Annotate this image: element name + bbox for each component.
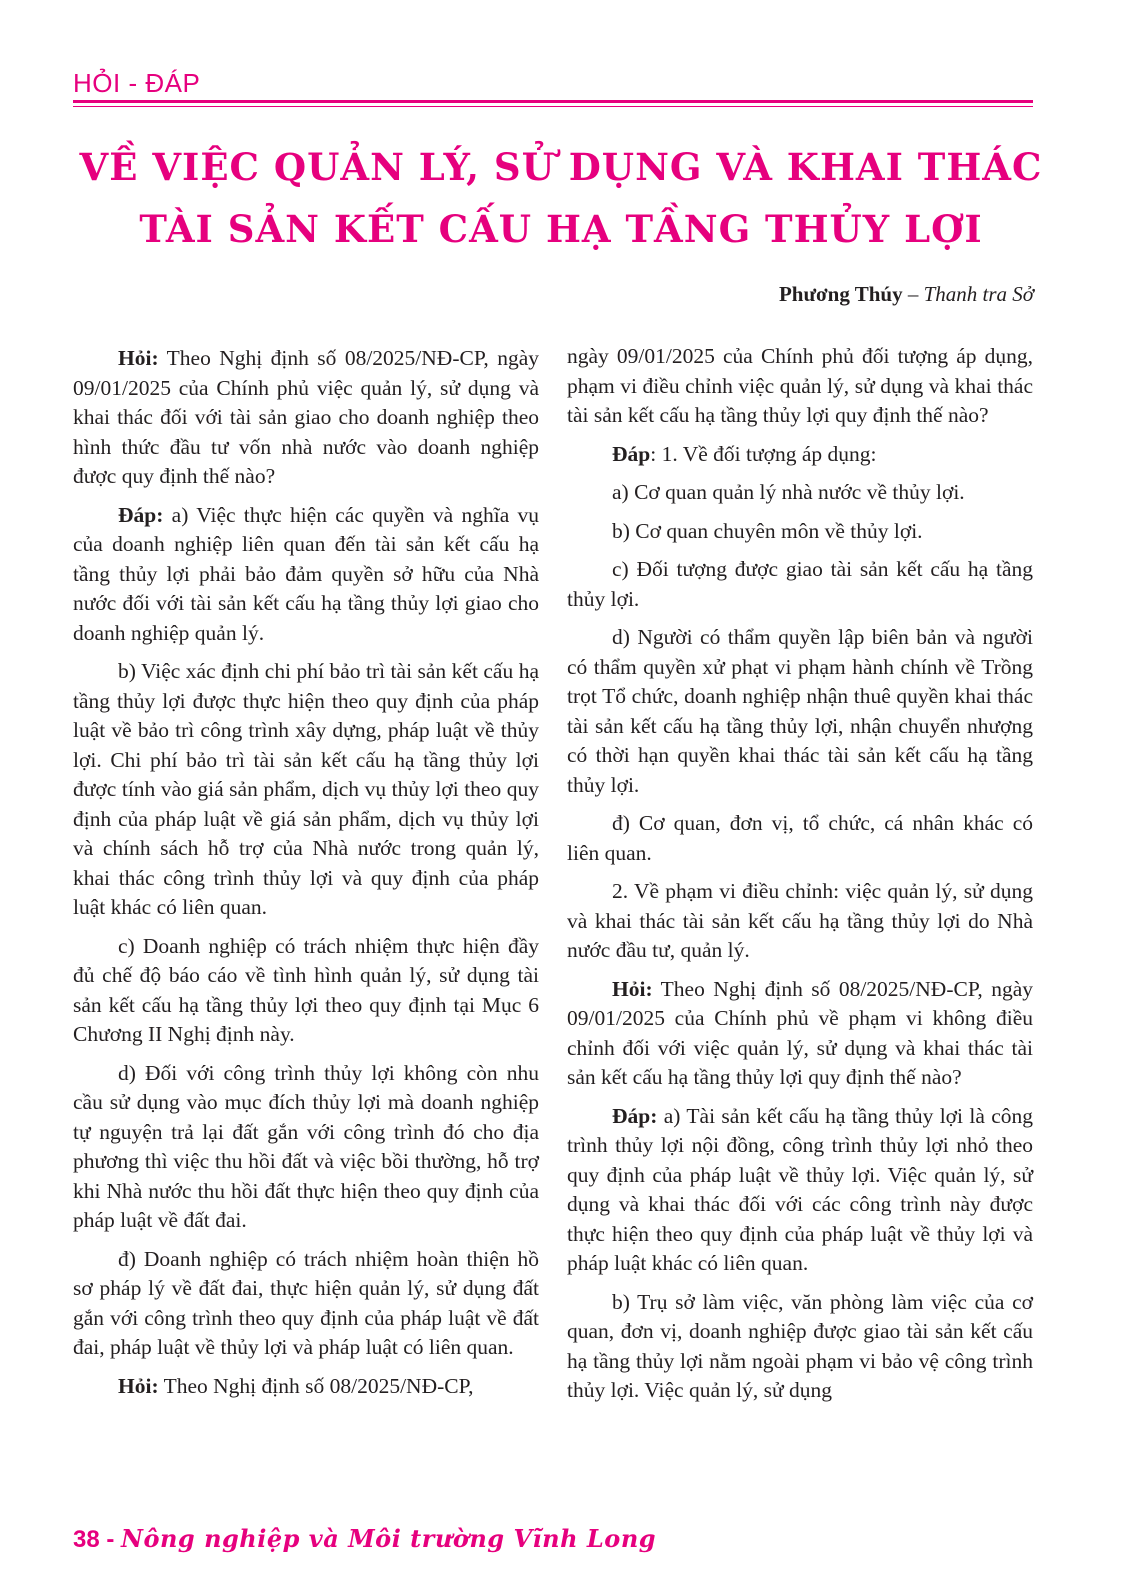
page-number: 38 - — [73, 1526, 122, 1553]
paragraph — [567, 555, 1033, 614]
paragraph-text: b) Cơ quan chuyên môn về thủy lợi. — [612, 518, 923, 543]
article-title — [40, 136, 1082, 260]
paragraph-label: Đáp: — [612, 1103, 658, 1128]
paragraph-text: Theo Nghị định số 08/2025/NĐ-CP, ngày 09/01/2025 của Chính phủ việc quản lý, sử dụng và khai thác đối với tài sản giao cho doanh nghiệp theo hình thức đầu tư vốn nhà nước vào doanh nghiệp được quy định thế nào? — [73, 346, 539, 488]
title-line-2: TÀI SẢN KẾT CẤU HẠ TẦNG THỦY LỢI — [139, 207, 983, 251]
paragraph-text: a) Việc thực hiện các quyền và nghĩa vụ của doanh nghiệp liên quan đến tài sản kết cấu hạ tầng thủy lợi phải bảo đảm quyền sở hữu của Nhà nước đối với tài sản kết cấu hạ tầng thủy lợi giao cho doanh nghiệp quản lý. — [73, 502, 539, 645]
paragraph-text: d) Người có thẩm quyền lập biên bản và người có thẩm quyền xử phạt vi phạm hành chính về Trồng trọt Tổ chức, doanh nghiệp nhận thuê quyền khai thác tài sản kết cấu hạ tầng thủy lợi, nhận chuyển nhượng có thời hạn quyền khai thác tài sản kết cấu hạ tầng thủy lợi. — [567, 625, 1033, 797]
right-column — [567, 342, 1033, 1415]
magazine-name: Nông nghiệp và Môi trường Vĩnh Long — [121, 1524, 657, 1553]
author-name: Phương Thúy — [778, 282, 903, 306]
paragraph-text: Theo Nghị định số 08/2025/NĐ-CP, ngày 09/01/2025 của Chính phủ về phạm vi không điều chỉnh đối với việc quản lý, sử dụng và khai thác tài sản kết cấu hạ tầng thủy lợi quy định thế nào? — [567, 976, 1033, 1089]
author-role: Thanh tra Sở — [923, 282, 1034, 306]
paragraph — [73, 1245, 539, 1363]
paragraph — [567, 877, 1033, 966]
paragraph — [567, 517, 1033, 547]
paragraph-text: c) Doanh nghiệp có trách nhiệm thực hiện đầy đủ chế độ báo cáo về tình hình quản lý, sử dụng tài sản kết cấu hạ tầng thủy lợi theo quy định tại Mục 6 Chương II Nghị định này. — [73, 933, 539, 1046]
paragraph — [567, 975, 1033, 1093]
paragraph-text: đ) Doanh nghiệp có trách nhiệm hoàn thiện hồ sơ pháp lý về đất đai, thực hiện quản lý, sử dụng đất gắn với công trình theo quy định của pháp luật về đất đai, pháp luật về thủy lợi và pháp luật có liên quan. — [73, 1246, 539, 1359]
section-label: HỎI - ĐÁP — [73, 68, 201, 98]
paragraph — [567, 478, 1033, 508]
paragraph — [73, 932, 539, 1050]
paragraph-text: ngày 09/01/2025 của Chính phủ đối tượng áp dụng, phạm vi điều chỉnh việc quản lý, sử dụng và khai thác tài sản kết cấu hạ tầng thủy lợi quy định thế nào? — [567, 344, 1033, 427]
page-footer — [73, 1524, 656, 1554]
paragraph-text: c) Đối tượng được giao tài sản kết cấu hạ tầng thủy lợi. — [567, 557, 1033, 611]
header-rule-thin — [73, 106, 1033, 107]
paragraph — [73, 657, 539, 923]
paragraph-text: b) Việc xác định chi phí bảo trì tài sản kết cấu hạ tầng thủy lợi được thực hiện theo quy định của pháp luật về bảo trì công trình xây dựng, pháp luật về thủy lợi. Chi phí bảo trì tài sản kết cấu hạ tầng thủy lợi được tính vào giá sản phẩm, dịch vụ thủy lợi theo quy định của pháp luật về giá sản phẩm, dịch vụ thủy lợi và chính sách hỗ trợ của Nhà nước trong quản lý, khai thác công trình thủy lợi và quy định của pháp luật khác có liên quan. — [73, 659, 539, 919]
left-column — [73, 344, 539, 1410]
paragraph — [567, 1288, 1033, 1406]
paragraph-text: d) Đối với công trình thủy lợi không còn nhu cầu sử dụng vào mục đích thủy lợi mà doanh nghiệp tự nguyện trả lại đất gắn với công trình đó cho địa phương thì việc thu hồi đất và việc bồi thường, hỗ trợ khi Nhà nước thu hồi đất thực hiện theo quy định của pháp luật về đất đai. — [73, 1060, 539, 1232]
paragraph — [567, 1102, 1033, 1279]
paragraph-label: Đáp: — [118, 502, 164, 527]
paragraph-text: a) Tài sản kết cấu hạ tầng thủy lợi là công trình thủy lợi nội đồng, công trình thủy lợi nhỏ theo quy định của pháp luật về thủy lợi. Việc quản lý, sử dụng và khai thác đối với các công trình này được thực hiện theo quy định của pháp luật về thủy lợi và pháp luật khác có liên quan. — [567, 1103, 1033, 1275]
paragraph — [73, 501, 539, 649]
paragraph-text: : 1. Về đối tượng áp dụng: — [650, 441, 877, 466]
paragraph-label: Hỏi: — [118, 1373, 159, 1398]
paragraph — [567, 342, 1033, 431]
byline — [779, 282, 1034, 307]
paragraph-text: b) Trụ sở làm việc, văn phòng làm việc của cơ quan, đơn vị, doanh nghiệp được giao tài sản kết cấu hạ tầng thủy lợi nằm ngoài phạm vi bảo vệ công trình thủy lợi. Việc quản lý, sử dụng — [567, 1289, 1033, 1402]
paragraph — [73, 1372, 539, 1402]
paragraph — [567, 809, 1033, 868]
paragraph — [567, 440, 1033, 470]
byline-separator: – — [902, 282, 924, 306]
title-line-1: VỀ VIỆC QUẢN LÝ, SỬ DỤNG VÀ KHAI THÁC — [79, 145, 1043, 189]
paragraph-text: a) Cơ quan quản lý nhà nước về thủy lợi. — [612, 480, 965, 504]
paragraph-label: Đáp — [612, 441, 651, 466]
paragraph — [73, 1059, 539, 1236]
paragraph-text: đ) Cơ quan, đơn vị, tổ chức, cá nhân khác có liên quan. — [567, 811, 1033, 865]
header-rule-thick — [73, 100, 1033, 103]
paragraph-label: Hỏi: — [612, 976, 653, 1001]
paragraph — [73, 344, 539, 492]
paragraph — [567, 623, 1033, 800]
paragraph-text: Theo Nghị định số 08/2025/NĐ-CP, — [158, 1373, 474, 1398]
paragraph-label: Hỏi: — [118, 346, 159, 370]
paragraph-text: 2. Về phạm vi điều chỉnh: việc quản lý, sử dụng và khai thác tài sản kết cấu hạ tầng thủy lợi do Nhà nước đầu tư, quản lý. — [567, 879, 1033, 962]
